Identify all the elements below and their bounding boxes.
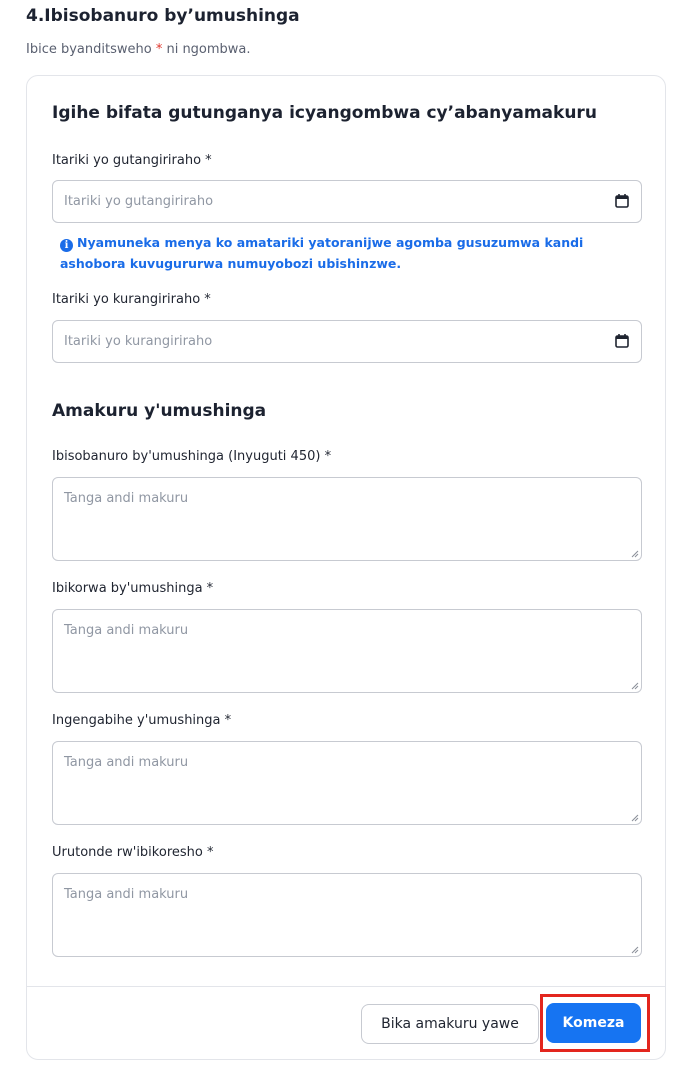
project-schedule-textarea[interactable] [52, 741, 642, 825]
project-schedule-placeholder: Tanga andi makuru [64, 755, 189, 770]
required-star: * [155, 42, 163, 57]
project-description-placeholder: Tanga andi makuru [64, 491, 189, 506]
equipment-list-placeholder: Tanga andi makuru [64, 887, 189, 902]
save-draft-button[interactable]: Bika amakuru yawe [361, 1004, 539, 1044]
section-title: 4.Ibisobanuro by’umushinga [26, 6, 300, 26]
end-date-label: Itariki yo kurangiriraho * [52, 292, 211, 307]
calendar-icon[interactable] [614, 193, 630, 209]
project-activities-label: Ibikorwa by'umushinga * [52, 581, 214, 596]
end-date-input[interactable] [52, 320, 642, 363]
continue-button[interactable]: Komeza [546, 1003, 641, 1043]
project-details-card [26, 75, 666, 1060]
calendar-icon[interactable] [614, 333, 630, 349]
resize-grip-icon[interactable] [630, 945, 639, 954]
resize-grip-icon[interactable] [630, 681, 639, 690]
date-info-text: Nyamuneka menya ko amatariki yatoranijwe agomba gusuzumwa kandi ashobora kuvugururwa numuyobozi ubishinzwe. [60, 235, 584, 271]
resize-grip-icon[interactable] [630, 813, 639, 822]
required-note [26, 42, 251, 57]
date-info-message [60, 232, 640, 274]
start-date-label: Itariki yo gutangiriraho * [52, 153, 212, 168]
project-description-textarea[interactable] [52, 477, 642, 561]
footer-divider [27, 986, 665, 987]
equipment-list-label: Urutonde rw'ibikoresho * [52, 845, 214, 860]
project-schedule-label: Ingengabihe y'umushinga * [52, 713, 232, 728]
equipment-list-textarea[interactable] [52, 873, 642, 957]
required-note-prefix: Ibice byanditsweho [26, 42, 156, 57]
project-info-heading: Amakuru y'umushinga [52, 401, 267, 421]
required-note-suffix: ni ngombwa. [162, 42, 251, 57]
info-icon: i [60, 239, 73, 252]
start-date-placeholder: Itariki yo gutangiriraho [64, 194, 214, 209]
project-activities-placeholder: Tanga andi makuru [64, 623, 189, 638]
start-date-input[interactable] [52, 180, 642, 223]
project-description-label: Ibisobanuro by'umushinga (Inyuguti 450) * [52, 449, 332, 464]
end-date-placeholder: Itariki yo kurangiriraho [64, 334, 213, 349]
resize-grip-icon[interactable] [630, 549, 639, 558]
project-activities-textarea[interactable] [52, 609, 642, 693]
timeline-heading: Igihe bifata gutunganya icyangombwa cy’abanyamakuru [52, 103, 597, 123]
